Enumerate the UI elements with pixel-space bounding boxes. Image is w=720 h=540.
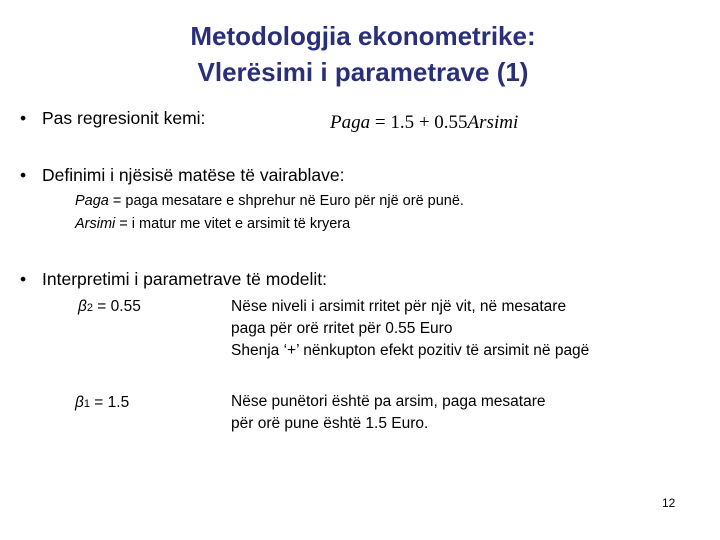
interpretation-line: Nëse punëtori është pa arsim, paga mesatare xyxy=(231,393,546,410)
title-line-1: Metodologjia ekonometrike: xyxy=(190,21,536,51)
interpretation-line: Shenja ‘+’ nënkupton efekt pozitiv të arsimit në pagë xyxy=(231,342,590,359)
eq-coef: 0.55 xyxy=(434,112,468,133)
definition-text: = paga mesatare e shprehur në Euro për një orë punë. xyxy=(108,193,464,209)
bullet-dot-icon: • xyxy=(20,165,27,185)
definition-term: Arsimi xyxy=(75,216,116,232)
param-beta2-interpretation xyxy=(231,296,589,362)
interpretation-line: paga për orë rritet për 0.55 Euro xyxy=(231,320,453,337)
bullet-text: Definimi i njësisë matëse të vairablave: xyxy=(42,165,345,185)
bullet-units xyxy=(20,164,345,186)
interpretation-line: Nëse niveli i arsimit rritet për një vit, në mesatare xyxy=(231,298,567,315)
param-value: = 0.55 xyxy=(92,298,141,315)
definition-text: = i matur me vitet e arsimit të kryera xyxy=(115,216,351,232)
regression-equation xyxy=(330,110,518,136)
param-symbol: β xyxy=(75,394,84,411)
title-line-2: Vlerësimi i parametrave (1) xyxy=(197,57,529,87)
bullet-regression xyxy=(20,107,205,129)
bullet-text: Interpretimi i parametrave të modelit: xyxy=(42,269,327,289)
param-symbol: β xyxy=(78,298,87,315)
eq-var: Arsimi xyxy=(467,112,519,133)
page-number: 12 xyxy=(662,496,676,510)
definition-paga xyxy=(75,191,464,211)
eq-const: 1.5 xyxy=(390,112,415,133)
definition-term: Paga xyxy=(75,193,109,209)
param-beta1-interpretation xyxy=(231,391,545,435)
bullet-dot-icon: • xyxy=(20,108,27,128)
definition-arsimi xyxy=(75,214,350,234)
bullet-interpretation xyxy=(20,268,327,290)
param-beta2-label xyxy=(78,296,141,319)
eq-plus: + xyxy=(418,112,430,133)
interpretation-line: për orë pune është 1.5 Euro. xyxy=(231,415,429,432)
param-subscript: 1 xyxy=(83,398,90,410)
eq-lhs: Paga xyxy=(330,112,371,133)
eq-equals: = xyxy=(374,112,386,133)
bullet-text: Pas regresionit kemi: xyxy=(42,108,206,128)
param-subscript: 2 xyxy=(86,302,93,314)
slide-title xyxy=(0,18,720,90)
param-beta1-label xyxy=(75,392,129,415)
param-value: = 1.5 xyxy=(89,394,130,411)
bullet-dot-icon: • xyxy=(20,269,27,289)
